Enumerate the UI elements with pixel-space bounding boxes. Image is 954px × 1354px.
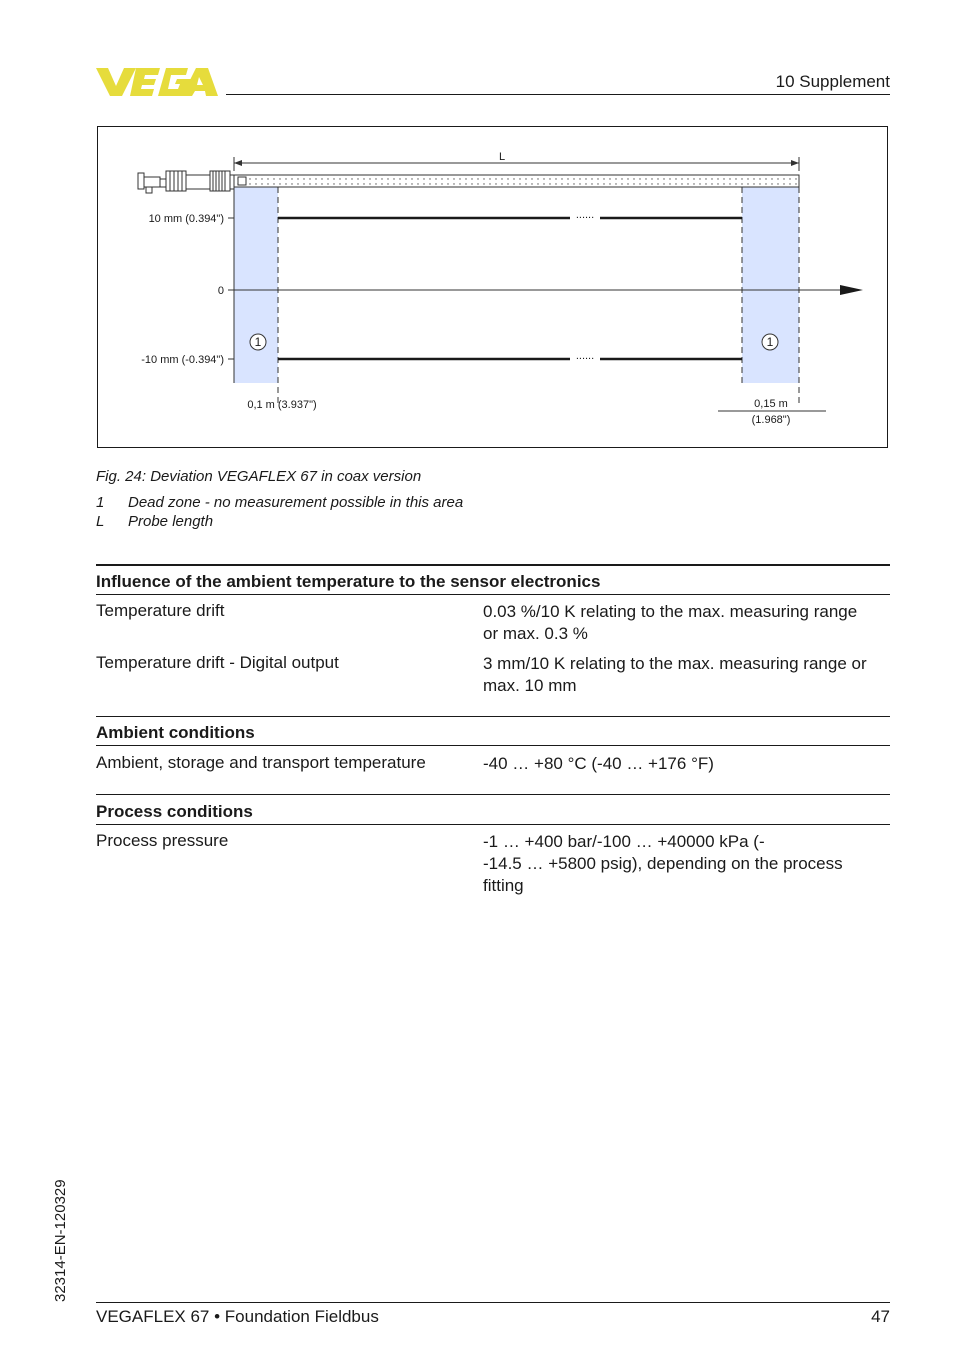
- section-rule: [96, 794, 890, 795]
- spec-value: -40 … +80 °C (-40 … +176 °F): [483, 754, 714, 773]
- section-rule: [96, 824, 890, 825]
- legend-item: L Probe length: [96, 513, 214, 530]
- spec-label: Ambient, storage and transport temperature: [96, 753, 426, 772]
- sensor-head: [138, 171, 234, 193]
- legend-item: 1 Dead zone - no measurement possible in this area: [96, 494, 464, 511]
- dead-zone-end-label-imperial: (1.968"): [751, 414, 791, 426]
- section-rule: [96, 716, 890, 717]
- section-rule: [96, 564, 890, 566]
- svg-text:......: ......: [575, 209, 595, 221]
- svg-text:1: 1: [766, 335, 774, 349]
- spec-value: 0.03 %/10 K relating to the max. measuring range or max. 0.3 %: [483, 602, 858, 643]
- page-number: 47: [871, 1307, 890, 1326]
- tick-label-plus-10mm: 10 mm (0.394"): [148, 213, 224, 225]
- svg-text:1: 1: [254, 335, 262, 349]
- document-code: 32314-EN-120329: [52, 1179, 69, 1302]
- footer-title: VEGAFLEX 67 • Foundation Fieldbus: [96, 1307, 379, 1326]
- section-title: Ambient conditions: [96, 723, 255, 742]
- section-heading: 10 Supplement: [775, 72, 890, 91]
- section-title: Influence of the ambient temperature to the sensor electronics: [96, 572, 601, 591]
- spec-label: Process pressure: [96, 831, 229, 850]
- spec-label: Temperature drift: [96, 601, 225, 620]
- footer-rule: [96, 1302, 890, 1303]
- section-title: Process conditions: [96, 802, 253, 821]
- spec-label: Temperature drift - Digital output: [96, 653, 339, 672]
- header-rule: [226, 94, 890, 95]
- dead-zone-right: [742, 187, 799, 383]
- tick-label-minus-10mm: -10 mm (-0.394"): [141, 354, 224, 366]
- section-rule: [96, 745, 890, 746]
- length-label: L: [498, 151, 506, 163]
- vega-logo: [96, 64, 220, 98]
- axis-arrow: [840, 285, 863, 295]
- deviation-diagram: [98, 127, 889, 449]
- svg-text:......: ......: [575, 350, 595, 362]
- deviation-figure: [97, 126, 888, 448]
- dead-zone-left: [234, 187, 278, 383]
- section-rule: [96, 594, 890, 595]
- spec-value: -1 … +400 bar/-100 … +40000 kPa (- -14.5 … +5800 psig), depending on the process fitting: [483, 832, 843, 895]
- tick-label-zero: 0: [217, 285, 224, 297]
- dead-zone-start-label: 0,1 m (3.937"): [247, 399, 317, 411]
- spec-value: 3 mm/10 K relating to the max. measuring range or max. 10 mm: [483, 654, 867, 695]
- dead-zone-end-label: 0,15 m: [754, 398, 788, 410]
- probe-tube: [234, 175, 799, 187]
- figure-caption: Fig. 24: Deviation VEGAFLEX 67 in coax version: [96, 468, 422, 485]
